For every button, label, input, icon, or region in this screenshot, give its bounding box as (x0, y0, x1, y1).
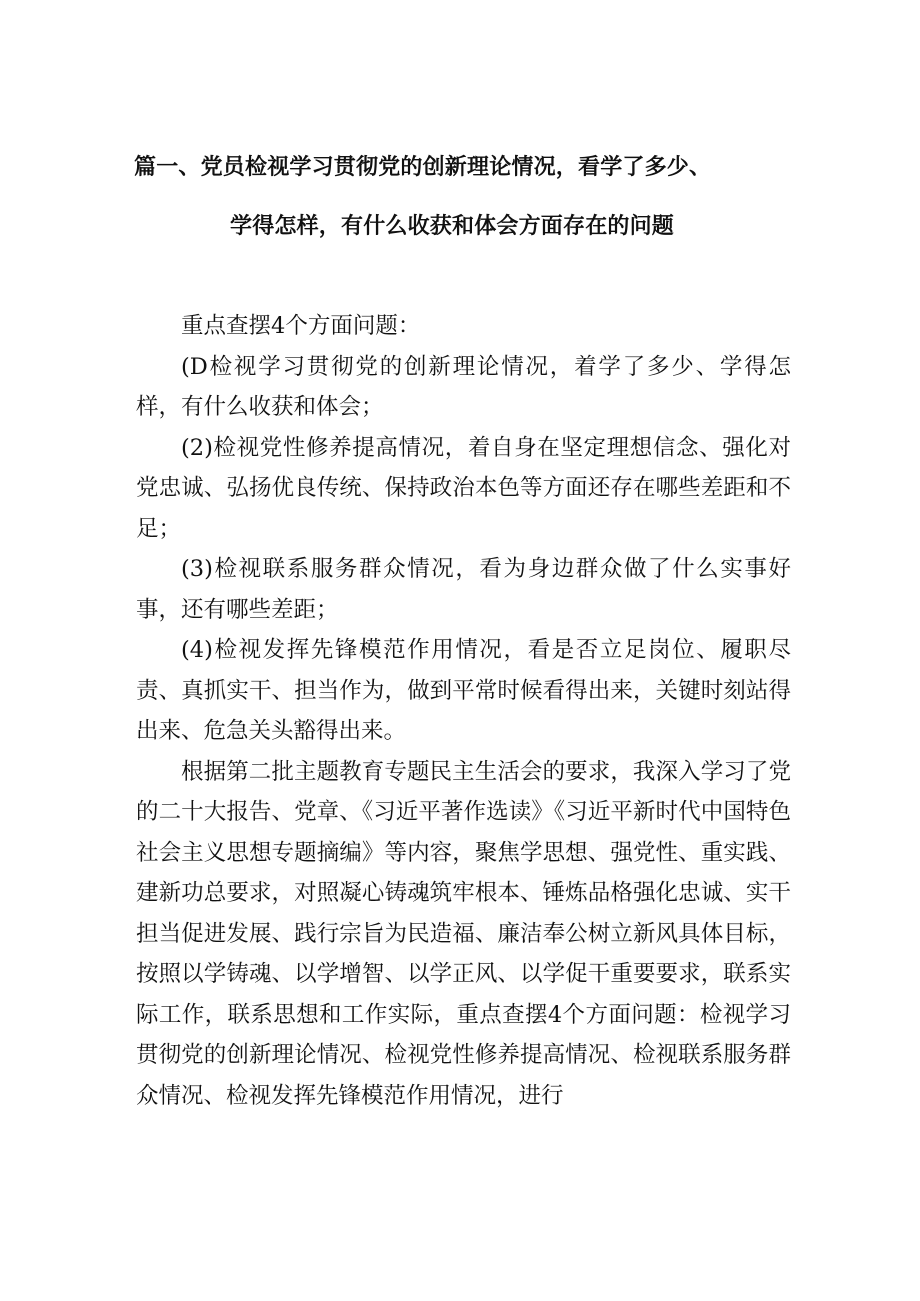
paragraph-main: 根据第二批主题教育专题民主生活会的要求，我深入学习了党的二十大报告、党章、《习近平著作选读》《习近平新时代中国特色社会主义思想专题摘编》等内容，聚焦学思想、强党性、重实践、建新功总要求，对照凝心铸魂筑牢根本、锤炼品格强化忠诚、实干担当促进发展、践行宗旨为民造福、廉洁奉公树立新风具体目标，按照以学铸魂、以学增智、以学正风、以学促干重要要求，联系实际工作，联系思想和工作实际，重点查摆4个方面问题：检视学习贯彻党的创新理论情况、检视党性修养提高情况、检视联系服务群众情况、检视发挥先锋模范作用情况，进行 (136, 758, 791, 1109)
paragraph-item-4: (4)检视发挥先锋模范作用情况，看是否立足岗位、履职尽责、真抓实干、担当作为，做到平常时候看得出来，关键时刻站得出来、危急关头豁得出来。 (136, 637, 791, 744)
document-body (136, 306, 791, 1116)
document-title-line-2: 学得怎样，有什么收获和体会方面存在的问题 (230, 213, 675, 239)
paragraph-intro: 重点查摆4个方面问题： (181, 313, 421, 339)
paragraph-item-2: (2)检视党性修养提高情况，着自身在坚定理想信念、强化对党忠诚、弘扬优良传统、保持政治本色等方面还存在哪些差距和不足； (136, 434, 791, 542)
document-title-line-1: 篇一、党员检视学习贯彻党的创新理论情况，看学了多少、 (134, 154, 712, 180)
paragraph-item-1: (D检视学习贯彻党的创新理论情况，着学了多少、学得怎样，有什么收获和体会； (136, 353, 791, 420)
paragraph-item-3: (3)检视联系服务群众情况，看为身边群众做了什么实事好事，还有哪些差距； (136, 556, 791, 623)
